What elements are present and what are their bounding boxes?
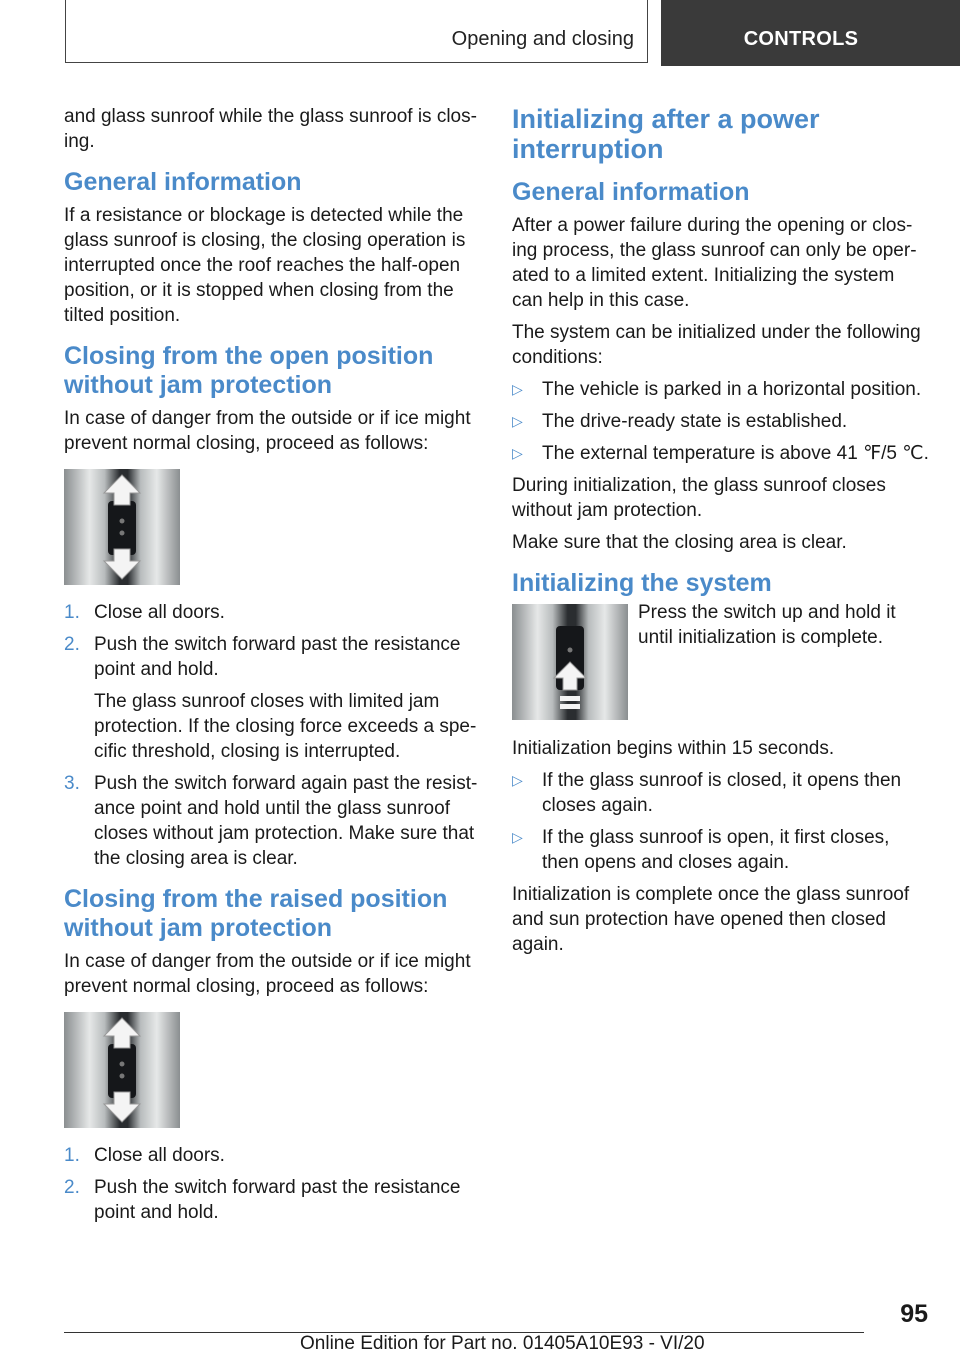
- condition-item: ▷ The drive-ready state is established.: [512, 411, 848, 432]
- heading-initializing-system: Initializing the system: [512, 569, 772, 597]
- switch-up-figure: [512, 604, 628, 720]
- initialization-begins-text: Initialization begins within 15 seconds.: [512, 738, 835, 759]
- heading-general-information-right: General information: [512, 178, 750, 206]
- press-hold-text: Press the switch up and hold it until initialization is complete.: [638, 602, 896, 648]
- initialization-complete-text: Initialization is complete once the glass sunroof and sun protection have opened then closed again.: [512, 884, 910, 955]
- conditions-intro: The system can be initialized under the following conditions:: [512, 322, 921, 368]
- page-header: [0, 0, 960, 66]
- step-item: 3. Push the switch forward again past the resistance point and hold until the glass sunroof closes without jam protection. Make sure that the closing area is clear.: [64, 773, 478, 869]
- heading-closing-raised-position: Closing from the raised position without jam protection: [64, 885, 448, 942]
- heading-initializing-power-interruption: Initializing after a power interruption: [512, 104, 820, 164]
- intro-text: and glass sunroof while the glass sunroof is closing.: [64, 106, 477, 152]
- conditions-list: [512, 377, 930, 466]
- bullet-triangle-icon: ▷: [512, 445, 523, 461]
- case-item: ▷ If the glass sunroof is open, it first closes, then opens and closes again.: [512, 827, 890, 873]
- section-tab: [65, 0, 648, 63]
- condition-item: ▷ The vehicle is parked in a horizontal position.: [512, 379, 922, 400]
- case-item: ▷ If the glass sunroof is closed, it opens then closes again.: [512, 770, 902, 816]
- heading-closing-open-position: Closing from the open position without jam protection: [64, 342, 434, 399]
- bullet-triangle-icon: ▷: [512, 829, 523, 845]
- right-column: [512, 104, 930, 964]
- chapter-tab: [661, 0, 960, 66]
- bullet-triangle-icon: ▷: [512, 413, 523, 429]
- left-column: [64, 104, 482, 1232]
- footer-edition: Online Edition for Part no. 01405A10E93 - VI/20: [300, 1333, 705, 1354]
- step-item: 1. Close all doors.: [64, 1145, 225, 1166]
- step-item: 2. Push the switch forward past the resistance point and hold.: [64, 1177, 461, 1223]
- general-information-text: If a resistance or blockage is detected while the glass sunroof is closing, the closing operation is interrupted once the roof reaches the half-open position, or it is stopped when closing from the tilted position.: [64, 205, 466, 326]
- step-item: 2. Push the switch forward past the resistance point and hold. The glass sunroof closes with limited jam protection. If the closing force exceeds a specific threshold, closing is interrupted.: [64, 632, 482, 764]
- heading-general-information: General information: [64, 168, 302, 196]
- switch-raised-figure: [64, 1012, 180, 1128]
- step-note: The glass sunroof closes with limited jam protection. If the closing force exceeds a specific threshold, closing is interrupted.: [94, 691, 477, 762]
- initialize-row: [512, 604, 930, 736]
- closing-open-intro: In case of danger from the outside or if ice might prevent normal closing, proceed as follows:: [64, 408, 471, 454]
- switch-forward-figure: [64, 469, 180, 585]
- during-initialization-text: During initialization, the glass sunroof closes without jam protection.: [512, 475, 886, 521]
- closing-raised-intro: In case of danger from the outside or if ice might prevent normal closing, proceed as follows:: [64, 951, 471, 997]
- condition-item: ▷ The external temperature is above 41 ℉/5 ℃.: [512, 443, 929, 464]
- section-title: Opening and closing: [451, 28, 634, 50]
- step-item: 1. Close all doors.: [64, 602, 225, 623]
- cases-list: [512, 768, 930, 875]
- closing-area-clear-text: Make sure that the closing area is clear.: [512, 532, 847, 553]
- power-failure-text: After a power failure during the opening or closing process, the glass sunroof can only be operated to a limited extent. Initializing the system can help in this case.: [512, 215, 917, 311]
- steps-raised-list: [64, 1143, 482, 1225]
- bullet-triangle-icon: ▷: [512, 381, 523, 397]
- bullet-triangle-icon: ▷: [512, 772, 523, 788]
- chapter-title: CONTROLS: [743, 28, 859, 50]
- steps-open-list: [64, 600, 482, 871]
- page-number: 95: [900, 1300, 928, 1328]
